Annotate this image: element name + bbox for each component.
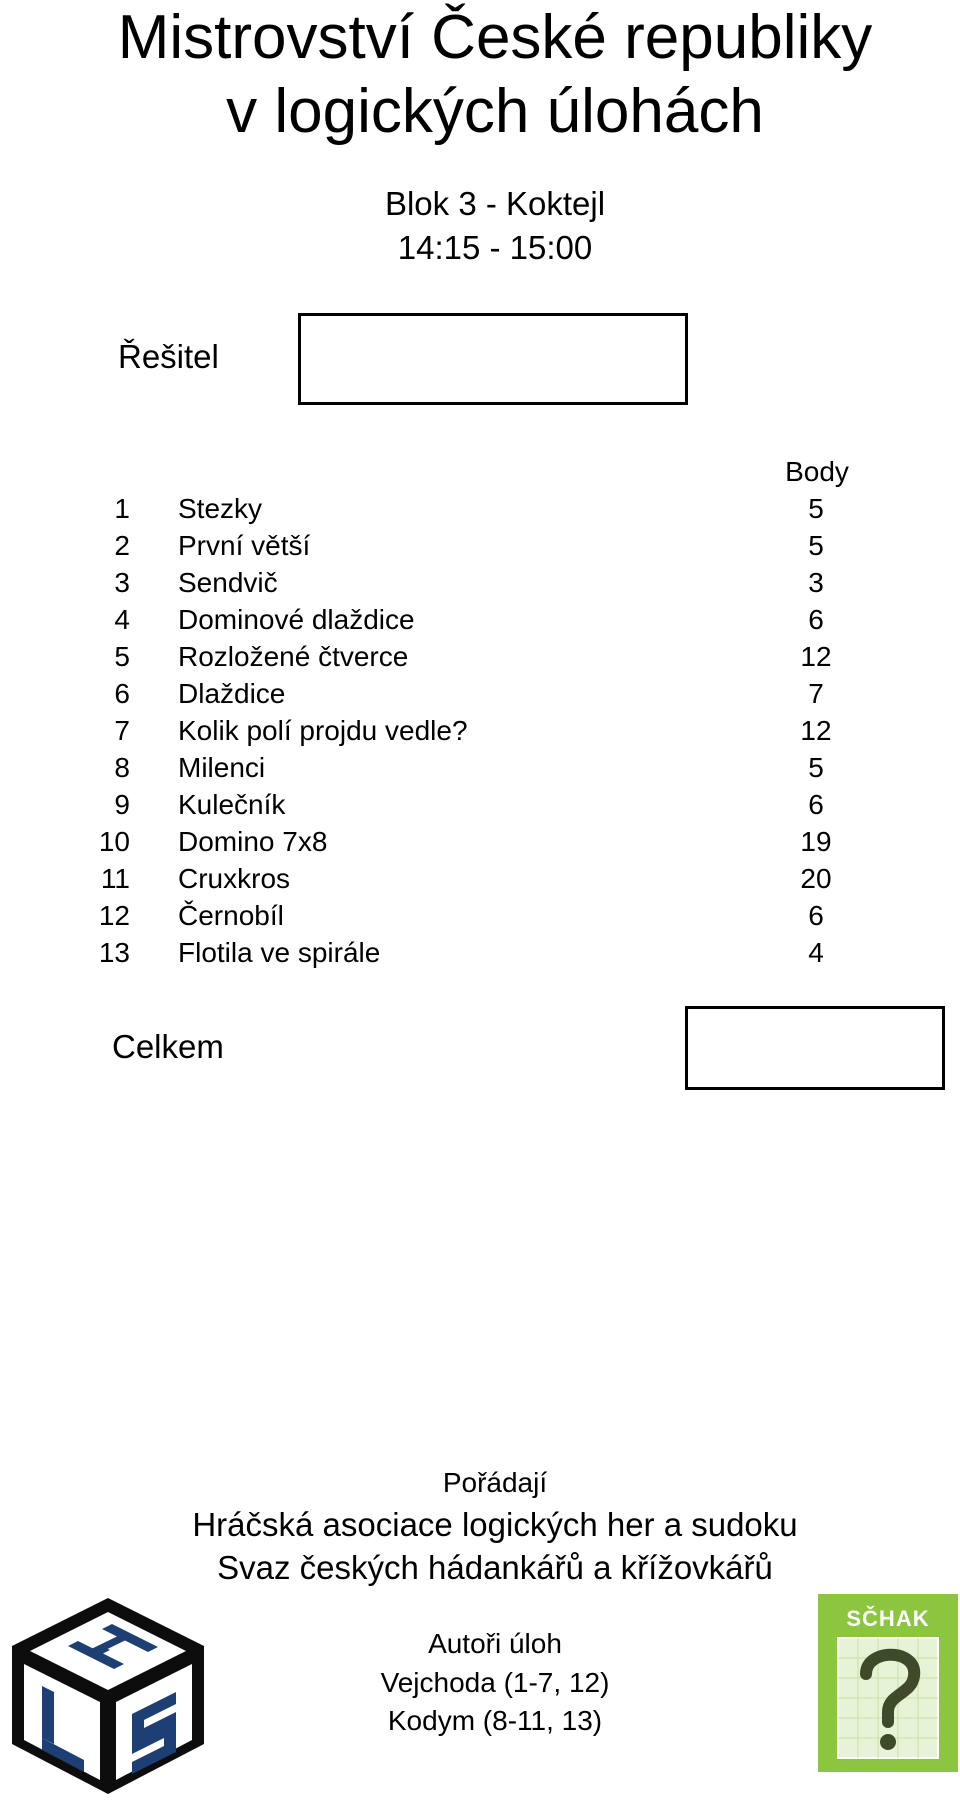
title-line-1: Mistrovství České republiky: [117, 3, 873, 72]
author-2: Kodym (8-11, 13): [387, 1705, 603, 1736]
task-name: Stezky: [178, 493, 263, 524]
task-row: [0, 897, 960, 934]
task-row: [0, 601, 960, 638]
total-box[interactable]: [685, 1006, 945, 1090]
authors-label: Autoři úloh: [428, 1628, 562, 1659]
task-number: 5: [114, 641, 130, 672]
task-row: [0, 675, 960, 712]
task-row: [0, 527, 960, 564]
task-name: Dlaždice: [178, 678, 286, 709]
task-name: Černobíl: [178, 900, 284, 931]
organizer-2: Svaz českých hádankářů a křížovkářů: [217, 1549, 773, 1586]
task-row: [0, 490, 960, 527]
task-number: 8: [114, 752, 130, 783]
block-time: 14:15 - 15:00: [397, 229, 593, 266]
hls-logo: [8, 1594, 208, 1799]
task-number: 4: [114, 604, 130, 635]
task-points: 5: [808, 530, 824, 561]
points-header: Body: [785, 456, 849, 487]
task-number: 3: [114, 567, 130, 598]
task-row: [0, 823, 960, 860]
solver-label: Řešitel: [118, 338, 219, 375]
task-number: 10: [98, 826, 130, 857]
task-points: 5: [808, 493, 824, 524]
task-name: Cruxkros: [178, 863, 291, 894]
task-points: 12: [800, 715, 832, 746]
schak-logo: [818, 1594, 958, 1772]
task-number: 9: [114, 789, 130, 820]
solver-name-box[interactable]: [298, 313, 688, 405]
task-name: Kolik polí projdu vedle?: [178, 715, 468, 746]
task-points: 7: [808, 678, 824, 709]
task-name: Sendvič: [178, 567, 278, 598]
task-points: 20: [800, 863, 832, 894]
task-number: 11: [100, 863, 130, 894]
task-row: [0, 564, 960, 601]
author-1: Vejchoda (1-7, 12): [380, 1667, 610, 1698]
task-name: Rozložené čtverce: [178, 641, 409, 672]
task-number: 6: [114, 678, 130, 709]
organizer-1: Hráčská asociace logických her a sudoku: [192, 1506, 798, 1543]
task-points: 19: [800, 826, 832, 857]
task-name: Milenci: [178, 752, 266, 783]
task-number: 1: [114, 493, 130, 524]
task-number: 12: [98, 900, 130, 931]
organizers-label: Pořádají: [442, 1467, 548, 1498]
task-row: [0, 860, 960, 897]
task-number: 13: [98, 937, 130, 968]
task-name: Dominové dlaždice: [178, 604, 415, 635]
task-row: [0, 638, 960, 675]
task-name: Flotila ve spirále: [178, 937, 381, 968]
task-name: První větší: [178, 530, 311, 561]
schak-logo-text: SČHAK: [846, 1606, 930, 1631]
task-name: Kulečník: [178, 789, 286, 820]
task-row: [0, 749, 960, 786]
task-points: 6: [808, 900, 824, 931]
task-points: 3: [808, 567, 824, 598]
task-name: Domino 7x8: [178, 826, 328, 857]
title-line-2: v logických úlohách: [226, 77, 764, 146]
task-number: 2: [114, 530, 130, 561]
task-row: [0, 712, 960, 749]
task-row: [0, 934, 960, 971]
task-row: [0, 786, 960, 823]
task-points: 6: [808, 604, 824, 635]
task-points: 4: [808, 937, 824, 968]
task-number: 7: [114, 715, 130, 746]
task-points: 5: [808, 752, 824, 783]
block-name: Blok 3 - Koktejl: [384, 185, 606, 222]
task-points: 12: [800, 641, 832, 672]
task-points: 6: [808, 789, 824, 820]
total-label: Celkem: [112, 1028, 224, 1065]
